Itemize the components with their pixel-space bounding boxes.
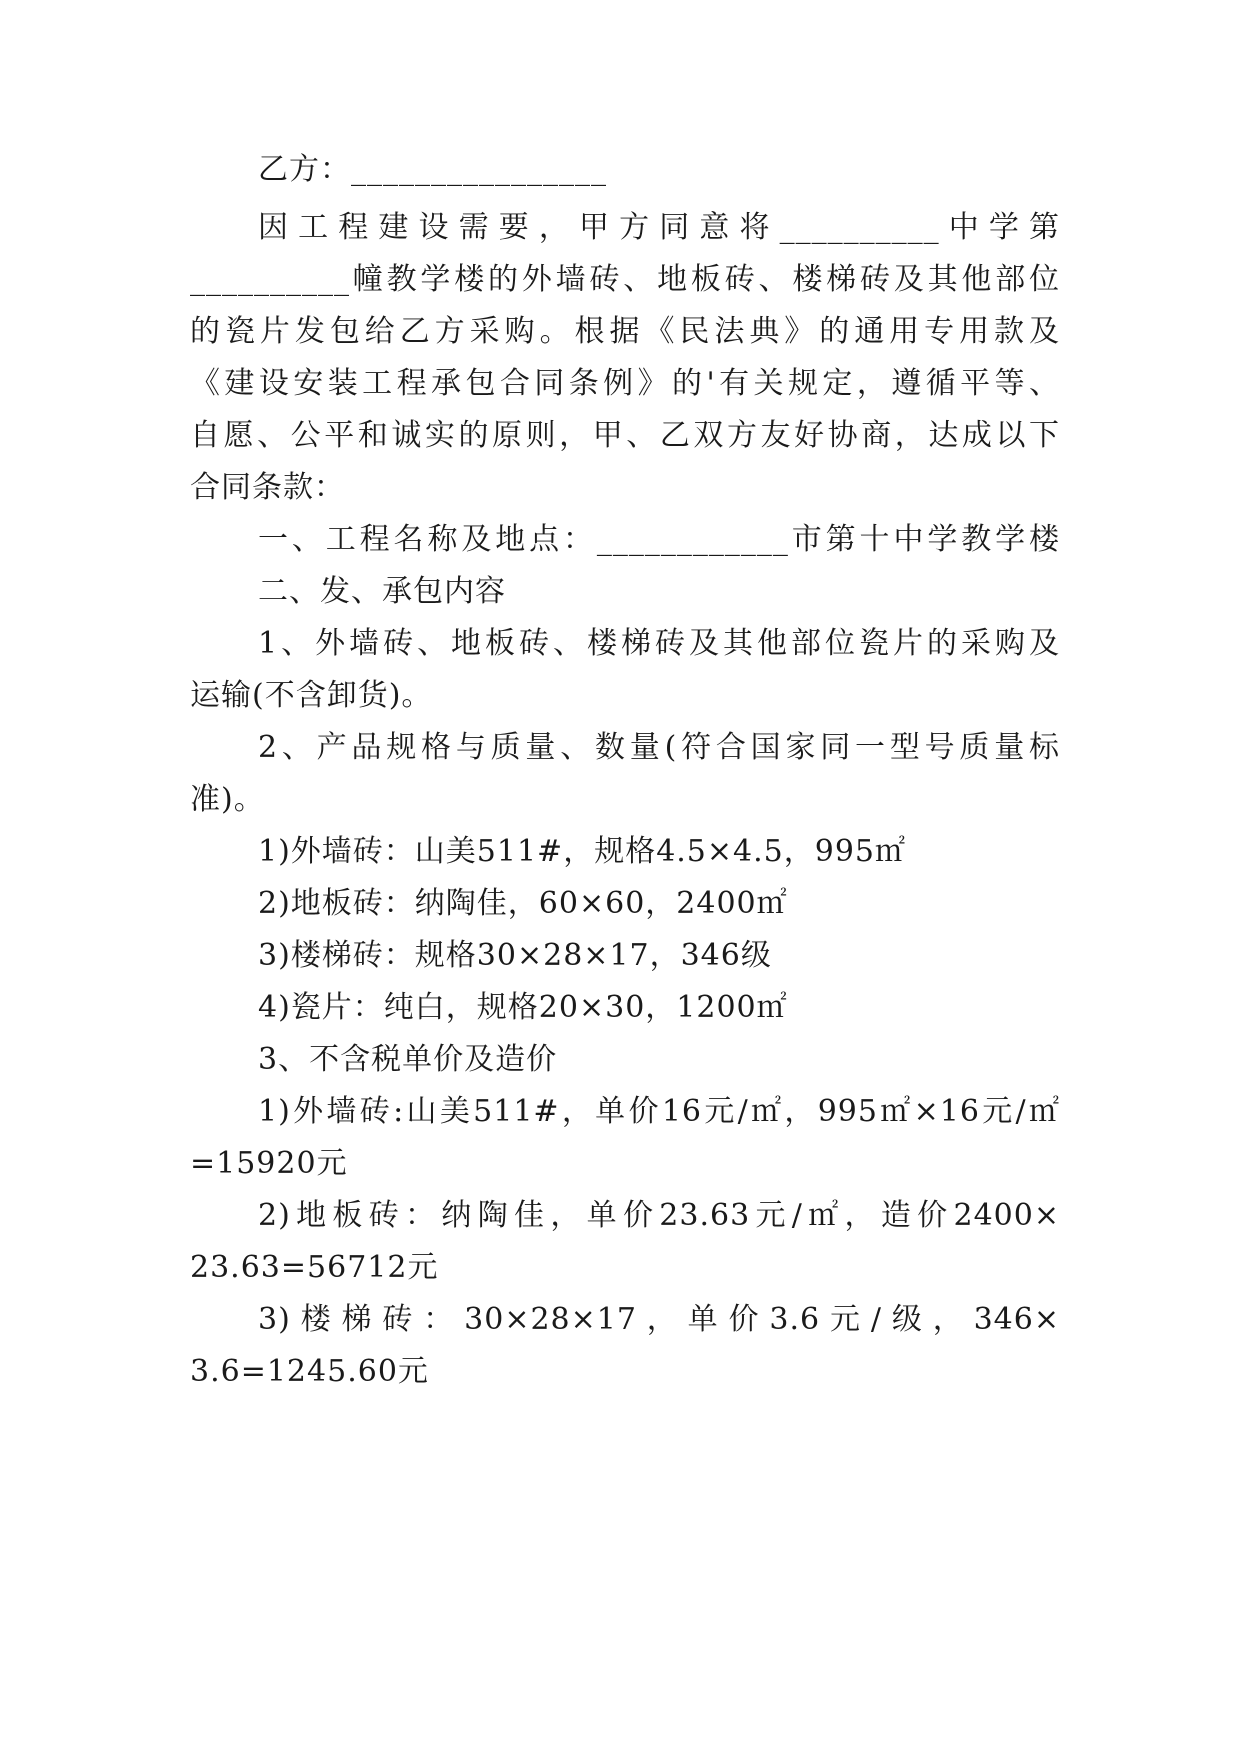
paragraph-line: __________幢教学楼的外墙砖、地板砖、楼梯砖及其他部位 xyxy=(190,262,1060,297)
paragraph-line: 的瓷片发包给乙方采购。根据《民法典》的通用专用款及 xyxy=(190,314,1060,349)
section-heading: 一、工程名称及地点：____________市第十中学教学楼 xyxy=(258,522,1060,557)
paragraph-line: 运输(不含卸货)。 xyxy=(190,678,433,713)
paragraph-line: 自愿、公平和诚实的原则，甲、乙双方友好协商，达成以下 xyxy=(190,418,1060,453)
list-item: 1)外墙砖：山美511#，规格4.5×4.5，995㎡ xyxy=(258,834,907,869)
list-item: 4)瓷片：纯白，规格20×30，1200㎡ xyxy=(258,990,788,1025)
list-item: 1)外墙砖:山美511#，单价16元/㎡，995㎡×16元/㎡ xyxy=(258,1094,1060,1129)
paragraph-line: 因工程建设需要，甲方同意将__________中学第 xyxy=(258,210,1060,245)
paragraph-line: 准)。 xyxy=(190,782,265,817)
paragraph-line: 2、产品规格与质量、数量(符合国家同一型号质量标 xyxy=(258,730,1060,765)
list-item: 2)地板砖：纳陶佳，60×60，2400㎡ xyxy=(258,886,788,921)
list-item: 2)地板砖：纳陶佳，单价23.63元/㎡，造价2400× xyxy=(258,1198,1060,1233)
list-item: 3)楼梯砖：30×28×17，单价3.6元/级，346× xyxy=(258,1302,1060,1337)
list-item-continuation: =15920元 xyxy=(190,1146,348,1181)
paragraph-line: 1、外墙砖、地板砖、楼梯砖及其他部位瓷片的采购及 xyxy=(258,626,1060,661)
list-item-continuation: 3.6=1245.60元 xyxy=(190,1354,429,1389)
list-item-continuation: 23.63=56712元 xyxy=(190,1250,439,1285)
section-heading: 二、发、承包内容 xyxy=(258,574,506,609)
paragraph-line: 合同条款： xyxy=(190,470,345,505)
section-heading: 3、不含税单价及造价 xyxy=(258,1042,558,1077)
paragraph-line: 《建设安装工程承包合同条例》的'有关规定，遵循平等、 xyxy=(190,366,1060,401)
list-item: 3)楼梯砖：规格30×28×17，346级 xyxy=(258,938,772,973)
party-b-line: 乙方：________________ xyxy=(258,152,607,187)
